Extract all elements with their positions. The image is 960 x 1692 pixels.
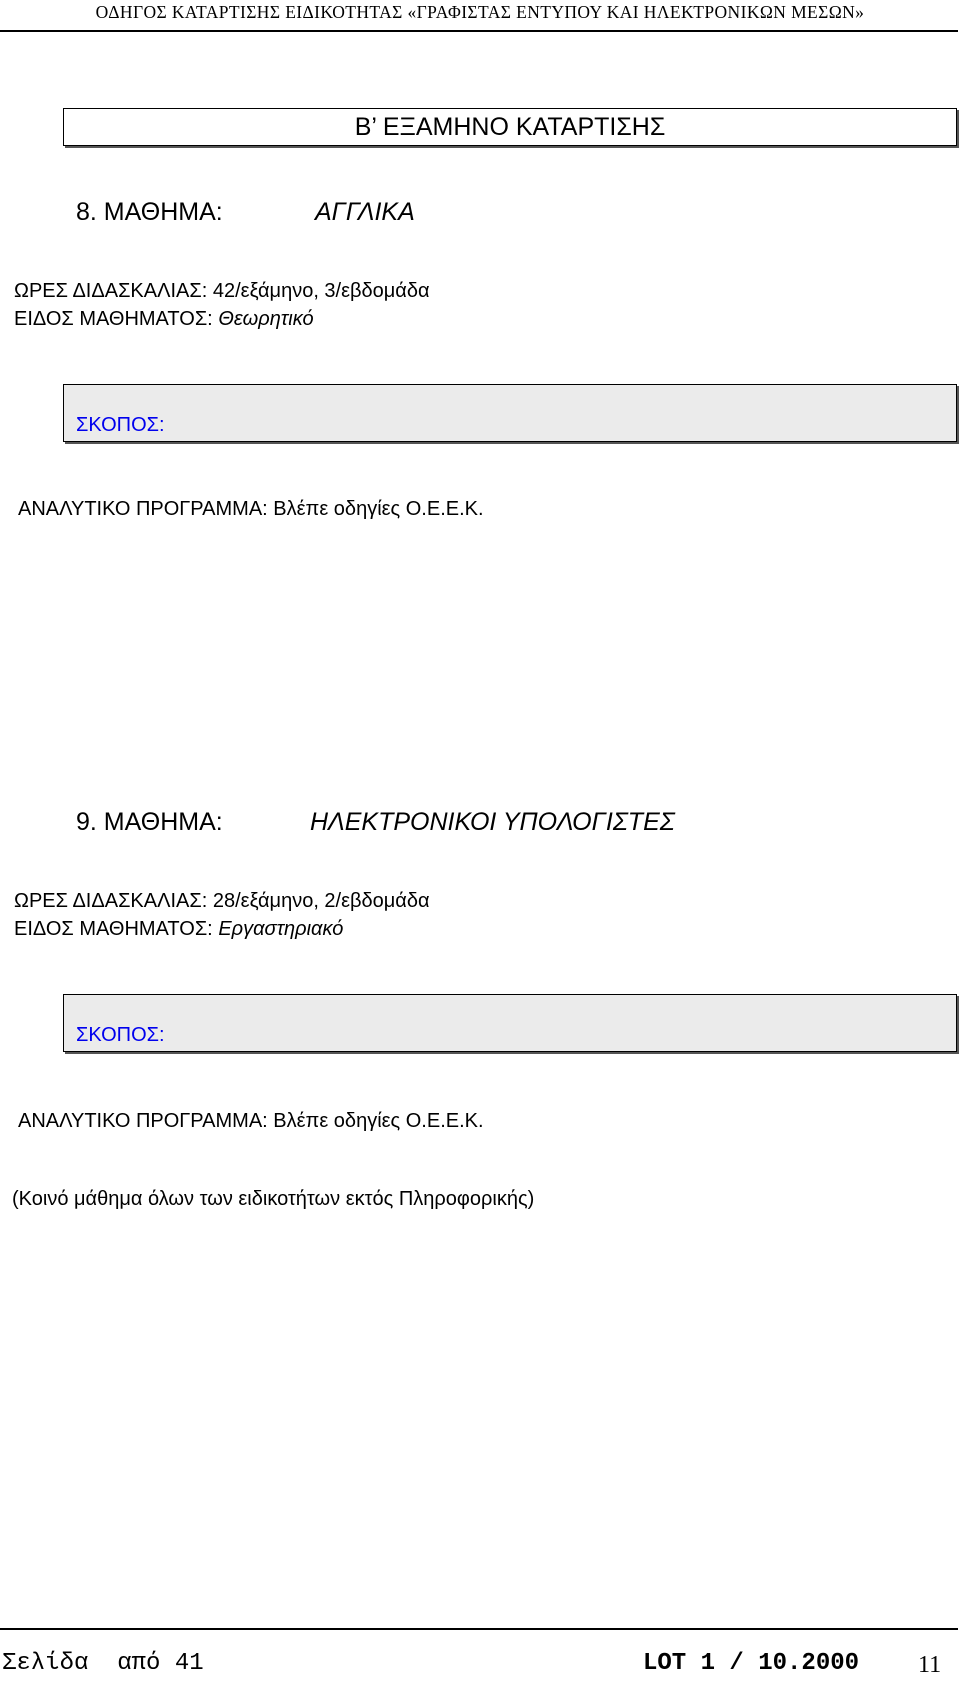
footer-divider: [0, 1628, 958, 1630]
lesson-8-goal-label: ΣΚΟΠΟΣ:: [76, 414, 165, 436]
lesson-8-title: ΑΓΓΛΙΚΑ: [315, 198, 415, 226]
document-header-title: ΟΔΗΓΟΣ ΚΑΤΑΡΤΙΣΗΣ ΕΙΔΙΚΟΤΗΤΑΣ «ΓΡΑΦΙΣΤΑΣ ΕΝΤΥΠΟΥ ΚΑΙ ΗΛΕΚΤΡΟΝΙΚΩΝ ΜΕΣΩΝ»: [95, 2, 865, 22]
lesson-8-hours-value: 42/εξάμηνο, 3/εβδομάδα: [212, 280, 430, 302]
lesson-9-goal-box: [63, 994, 957, 1052]
lesson-9-type-label: ΕΙΔΟΣ ΜΑΘΗΜΑΤΟΣ:: [14, 918, 213, 940]
lesson-8-goal-box: [63, 384, 957, 442]
lesson-9-hours-label: ΩΡΕΣ ΔΙΔΑΣΚΑΛΙΑΣ:: [14, 890, 208, 912]
lesson-8-number: 8. ΜΑΘΗΜΑ:: [76, 198, 223, 226]
lesson-9-type-value: Εργαστηριακό: [218, 918, 344, 940]
lesson-9-hours: [14, 890, 430, 913]
lesson-9-goal-label: ΣΚΟΠΟΣ:: [76, 1024, 165, 1046]
footer-lot: LOT 1 / 10.2000: [643, 1650, 860, 1677]
footer-page-label: Σελίδα από 41: [2, 1650, 204, 1677]
lesson-9-hours-value: 28/εξάμηνο, 2/εβδομάδα: [212, 890, 430, 912]
lesson-8-type-value: Θεωρητικό: [218, 308, 314, 330]
lesson-9-note: (Κοινό μάθημα όλων των ειδικοτήτων εκτός Πληροφορικής): [12, 1188, 535, 1210]
semester-banner-text: Β’ ΕΞΑΜΗΝΟ ΚΑΤΑΡΤΙΣΗΣ: [354, 112, 666, 141]
lesson-9-program-label: ΑΝΑΛΥΤΙΚΟ ΠΡΟΓΡΑΜΜΑ:: [18, 1110, 268, 1132]
lesson-8-program: [18, 498, 484, 521]
lesson-9-program: [18, 1110, 484, 1133]
lesson-9-type: [14, 918, 343, 941]
lesson-8-type: [14, 308, 314, 331]
semester-banner: [63, 108, 957, 146]
footer-page-number: 11: [918, 1652, 942, 1678]
lesson-8-type-label: ΕΙΔΟΣ ΜΑΘΗΜΑΤΟΣ:: [14, 308, 213, 330]
lesson-8-hours: [14, 280, 430, 303]
header-divider: [0, 30, 958, 32]
lesson-9-title: ΗΛΕΚΤΡΟΝΙΚΟΙ ΥΠΟΛΟΓΙΣΤΕΣ: [310, 808, 675, 836]
lesson-9-number: 9. ΜΑΘΗΜΑ:: [76, 808, 223, 836]
lesson-8-program-label: ΑΝΑΛΥΤΙΚΟ ΠΡΟΓΡΑΜΜΑ:: [18, 498, 268, 520]
lesson-8-hours-label: ΩΡΕΣ ΔΙΔΑΣΚΑΛΙΑΣ:: [14, 280, 208, 302]
lesson-8-program-value: Βλέπε οδηγίες Ο.Ε.Ε.Κ.: [273, 498, 484, 520]
lesson-9-program-value: Βλέπε οδηγίες Ο.Ε.Ε.Κ.: [273, 1110, 484, 1132]
